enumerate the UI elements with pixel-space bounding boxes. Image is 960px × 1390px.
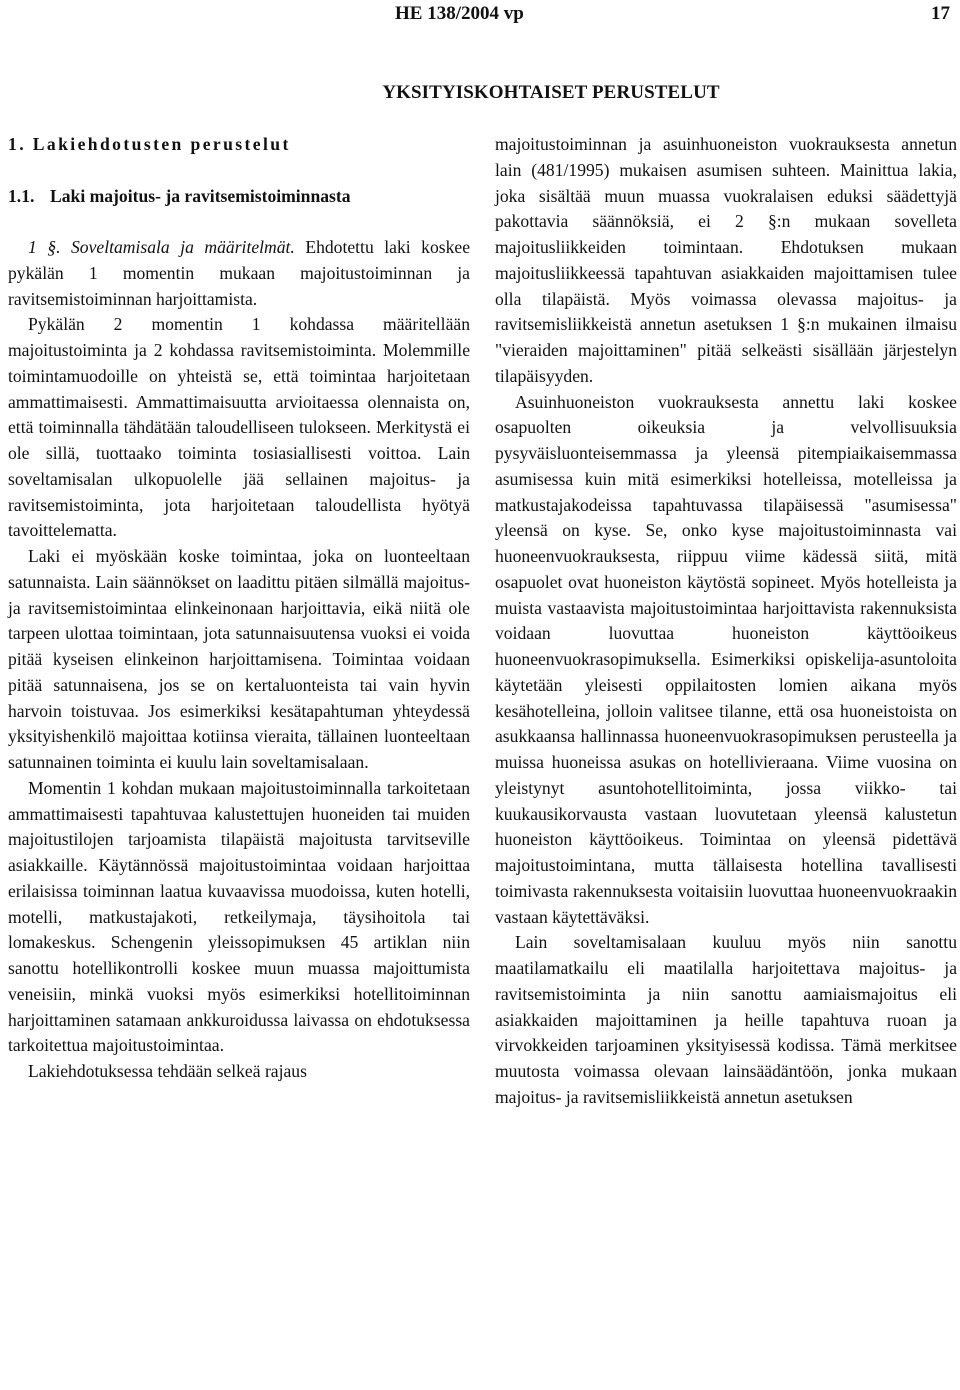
paragraph: Asuinhuoneiston vuokrauksesta annettu laki koskee osapuolten oikeuksia ja velvollisuuksia pysyväisluonteisemmassa ja yleensä pitempiaikaisemmassa asumisessa kuin mitä esimerkiksi hotelleissa, motelleissa ja matkustajakodeissa tapahtuvassa tilapäisessä "asumisessa" yleensä on kyse. Se, onko kyse majoitustoiminnasta vai huoneenvuokrauksesta, riippuu viime kädessä siitä, mitä osapuolet ovat huoneiston käytöstä sopineet. Myös hotelleista ja muista vastaavista majoitustoimintaa harjoittavista rakennuksista voidaan luovuttaa huoneiston käyttöoikeus huoneenvuokrasopimuksella. Esimerkiksi opiskelija-asuntoloita käytetään yleisesti oppilaitosten lomien aikana myös kesähotelleina, jolloin valitsee tilanne, että osa huoneistoista on asukkaansa hallinnassa huoneenvuokrasopimuksen perusteella ja muissa huoneissa asukas on hotellivieraana. Viime vuosina on yleistynyt asuntohotellitoiminta, jossa viikko- tai kuukausikorvausta vastaan luovutetaan yleensä kalustetun huoneiston käyttöoikeus. Toimintaa on yleensä pidettävä majoitustoimintana, mutta tällaisesta hotellina tavallisesti toimivasta rakennuksesta voitaisiin luovuttaa huoneenvuokraakin vastaan käytettäväksi.: [495, 391, 957, 927]
section-heading-text: Laki majoitus- ja ravitsemistoiminnasta: [50, 185, 351, 206]
right-column: [495, 132, 957, 1111]
section-number: 1.1.: [8, 185, 35, 206]
spacer: [8, 158, 470, 184]
section-title: YKSITYISKOHTAISET PERUSTELUT: [382, 82, 720, 103]
page-number: 17: [931, 3, 950, 24]
document-id: HE 138/2004 vp: [395, 3, 524, 24]
paragraph: Lakiehdotuksessa tehdään selkeä rajaus: [28, 1061, 307, 1081]
paragraph-heading: 1 §. Soveltamisala ja määritelmät.: [28, 237, 295, 257]
paragraph: Momentin 1 kohdan mukaan majoitustoiminnalla tarkoitetaan ammattimaisesti tapahtuvaa kalustettujen huoneiden tai muiden majoitustilojen tarjoamista tilapäistä majoitusta tarvitseville asiakkaille. Käytännössä majoitustoimintaa voidaan harjoittaa erilaisissa toiminnan laatua kuvaavissa muodoissa, kuten hotelli, motelli, matkustajakoti, retkeilymaja, täysihoitola tai lomakeskus. Schengenin yleissopimuksen 45 artiklan niin sanottu hotellikontrolli koskee muun muassa majoittumista veneisiin, minkä vuoksi myös esimerkiksi hotellitoiminnan harjoittaminen satamaan ankkuroidussa laivassa on ehdotuksessa tarkoitettua majoitustoimintaa.: [8, 777, 470, 1056]
spacer: [8, 209, 470, 235]
paragraph: Lain soveltamisalaan kuuluu myös niin sanottu maatilamatkailu eli maatilalla harjoitettava majoitus- ja ravitsemistoiminta ja niin sanottu aamiaismajoitus eli asiakkaiden majoittaminen ja heille tapahtuva ruoan ja virvokkeiden tarjoaminen yksityisessä kodissa. Tämä merkitsee muutosta voimassa olevaan lainsäädäntöön, jonka mukaan majoitus- ja ravitsemisliikkeistä annetun asetuksen: [495, 932, 957, 1107]
running-header: [0, 0, 960, 30]
section-heading: [8, 184, 470, 210]
paragraph: majoitustoiminnan ja asuinhuoneiston vuokrauksesta annetun lain (481/1995) mukaisen asumisen suhteen. Mainittua lakia, joka sisältää muun muassa vuokralaisen eduksi säädettyjä pakottavia säännöksiä, ei 2 §:n mukaan sovelleta majoitusliikkeiden toimintaan. Ehdotuksen mukaan majoitusliikkeessä tapahtuvan asiakkaiden majoittamisen tulee olla tilapäistä. Myös voimassa olevassa majoitus- ja ravitsemisliikkeistä annetun asetuksen 1 §:n mukainen ilmaisu "vieraiden majoittaminen" pitää selkeästi sisällään järjestelyn tilapäisyyden.: [495, 134, 957, 386]
paragraph-text: Ehdotettu laki koskee pykälän 1 momentin mukaan majoitustoiminnan ja ravitsemistoiminnan harjoittamista.: [8, 237, 470, 309]
paragraph: [8, 235, 470, 312]
paragraph: Laki ei myöskään koske toimintaa, joka on luonteeltaan satunnaista. Lain säännökset on laadittu pitäen silmällä majoitus- ja ravitsemistoimintaa elinkeinonaan harjoittavia, eikä niitä ole tarpeen ulottaa toimintaan, jota satunnaisuutensa vuoksi ei voida pitää kyseisen elinkeinon harjoittamisena. Toimintaa voidaan pitää satunnaisena, jos se on kertaluonteista tai vain hyvin harvoin toistuvaa. Jos esimerkiksi kesätapahtuman yhteydessä yksityishenkilö majoittaa kotiinsa vieraita, tällainen luonteeltaan satunnainen toiminta ei kuulu lain soveltamisalaan.: [8, 546, 470, 772]
paragraph: Pykälän 2 momentin 1 kohdassa määritellään majoitustoiminta ja 2 kohdassa ravitsemistoiminta. Molemmille toimintamuodoille on yhteistä se, että toimintaa harjoitetaan ammattimaisesti. Ammattimaisuutta arvioitaessa olennaista on, että toiminnalla tähdätään taloudelliseen tulokseen. Merkitystä ei ole sillä, tuottaako toiminta tosiasiallisesti voittoa. Lain soveltamisalan ulkopuolelle jää sellainen majoitus- ja ravitsemistoiminta, jota harjoitetaan taloudellista hyötyä tavoittelematta.: [8, 314, 470, 541]
chapter-heading: 1. Lakiehdotusten perustelut: [8, 134, 291, 154]
left-column: [8, 132, 470, 1085]
